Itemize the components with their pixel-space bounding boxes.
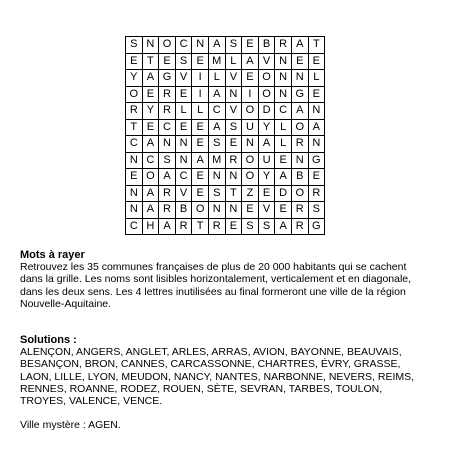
grid-cell[interactable]: E xyxy=(192,186,209,203)
grid-cell[interactable]: L xyxy=(192,103,209,120)
grid-cell[interactable]: A xyxy=(143,202,160,219)
instructions-title: Mots à rayer xyxy=(20,249,85,261)
grid-cell[interactable]: G xyxy=(309,219,326,236)
grid-cell[interactable]: E xyxy=(275,202,292,219)
grid-cell[interactable]: S xyxy=(159,153,176,170)
grid-cell[interactable]: L xyxy=(209,70,226,87)
grid-cell[interactable]: Z xyxy=(242,186,259,203)
grid-cell[interactable]: A xyxy=(143,186,160,203)
grid-cell[interactable]: A xyxy=(209,120,226,137)
grid-cell[interactable]: G xyxy=(159,70,176,87)
grid-cell[interactable]: O xyxy=(192,202,209,219)
grid-cell[interactable]: E xyxy=(192,136,209,153)
grid-cell[interactable]: A xyxy=(292,37,309,54)
grid-cell[interactable]: L xyxy=(226,54,243,71)
grid-cell[interactable]: R xyxy=(292,136,309,153)
grid-cell[interactable]: C xyxy=(209,103,226,120)
grid-cell[interactable]: E xyxy=(242,37,259,54)
grid-cell[interactable]: D xyxy=(259,103,276,120)
grid-cell[interactable]: S xyxy=(176,54,193,71)
grid-cell[interactable]: N xyxy=(226,169,243,186)
grid-cell[interactable]: Y xyxy=(126,70,143,87)
grid-cell[interactable]: G xyxy=(309,153,326,170)
grid-cell[interactable]: V xyxy=(226,103,243,120)
grid-cell[interactable]: E xyxy=(192,54,209,71)
grid-cell[interactable]: C xyxy=(159,120,176,137)
grid-cell[interactable]: R xyxy=(159,202,176,219)
grid-cell[interactable]: R xyxy=(292,202,309,219)
word-search-grid xyxy=(125,36,325,235)
grid-cell[interactable]: O xyxy=(159,37,176,54)
grid-cell[interactable]: O xyxy=(259,87,276,104)
grid-cell[interactable]: N xyxy=(126,153,143,170)
grid-cell[interactable]: A xyxy=(209,37,226,54)
grid-cell[interactable]: A xyxy=(159,219,176,236)
grid-cell[interactable]: N xyxy=(275,70,292,87)
grid-cell[interactable]: E xyxy=(309,169,326,186)
grid-cell[interactable]: N xyxy=(192,37,209,54)
grid-cell[interactable]: N xyxy=(126,202,143,219)
grid-cell[interactable]: H xyxy=(143,219,160,236)
grid-cell[interactable]: N xyxy=(309,136,326,153)
grid-cell[interactable]: T xyxy=(309,37,326,54)
grid-cell[interactable]: T xyxy=(226,186,243,203)
grid-cell[interactable]: G xyxy=(292,87,309,104)
grid-cell[interactable]: N xyxy=(176,136,193,153)
grid-cell[interactable]: C xyxy=(126,219,143,236)
grid-cell[interactable]: R xyxy=(126,103,143,120)
text-block xyxy=(20,249,440,431)
grid-cell[interactable]: S xyxy=(309,202,326,219)
grid-cell[interactable]: S xyxy=(126,37,143,54)
grid-cell[interactable]: V xyxy=(226,70,243,87)
grid-cell[interactable]: M xyxy=(209,54,226,71)
grid-cell[interactable]: U xyxy=(259,153,276,170)
grid-cell[interactable]: A xyxy=(143,136,160,153)
grid-cell[interactable]: A xyxy=(143,70,160,87)
grid-cell[interactable]: T xyxy=(126,120,143,137)
grid-cell[interactable]: L xyxy=(275,120,292,137)
grid-cell[interactable]: A xyxy=(259,136,276,153)
grid-cell[interactable]: O xyxy=(143,169,160,186)
grid-cell[interactable]: E xyxy=(176,87,193,104)
grid-cell[interactable]: N xyxy=(209,169,226,186)
grid-cell[interactable]: O xyxy=(292,120,309,137)
grid-cell[interactable]: B xyxy=(259,37,276,54)
grid-cell[interactable]: R xyxy=(292,219,309,236)
grid-cell[interactable]: N xyxy=(176,153,193,170)
grid-cell[interactable]: E xyxy=(143,87,160,104)
grid-cell[interactable]: E xyxy=(242,70,259,87)
instructions-text: Retrouvez les 35 communes françaises de plus de 20 000 habitants qui se cachent dans la grille. Les noms sont lisibles horizontalement, verticalement et en diagonale, dans les deux sens. Les 4 lettres inutilisées au final formeront une ville de la région Nouvelle-Aquitaine. xyxy=(20,261,412,310)
grid-cell[interactable]: E xyxy=(192,169,209,186)
grid-cell[interactable]: O xyxy=(292,186,309,203)
grid-cell[interactable]: S xyxy=(209,186,226,203)
grid-cell[interactable]: N xyxy=(275,54,292,71)
grid-cell[interactable]: N xyxy=(159,136,176,153)
grid-cell[interactable]: E xyxy=(226,219,243,236)
grid-cell[interactable]: S xyxy=(226,37,243,54)
grid-cell[interactable]: I xyxy=(242,87,259,104)
grid-cell[interactable]: R xyxy=(159,186,176,203)
grid-cell[interactable]: E xyxy=(143,120,160,137)
grid-cell[interactable]: N xyxy=(126,186,143,203)
grid-cell[interactable]: L xyxy=(275,136,292,153)
grid-cell[interactable]: N xyxy=(226,87,243,104)
grid-cell[interactable]: N xyxy=(242,136,259,153)
grid-cell[interactable]: R xyxy=(309,186,326,203)
grid-cell[interactable]: V xyxy=(176,70,193,87)
grid-cell[interactable]: A xyxy=(275,169,292,186)
grid-cell[interactable]: V xyxy=(259,202,276,219)
solutions-list: ALENÇON, ANGERS, ANGLET, ARLES, ARRAS, AVION, BAYONNE, BEAUVAIS, BESANÇON, BRON, CANNES, CARCASSONNE, CHARTRES, ÉVRY, GRASSE, LAON, LILLE, LYON, MEUDON, NANCY, NANTES, NARBONNE, NEVERS, REIMS, RENNES, ROANNE, RODEZ, ROUEN, SÈTE, SEVRAN, TARBES, TOULON, TROYES, VALENCE, VENCE. xyxy=(20,346,415,408)
grid-cell[interactable]: R xyxy=(176,219,193,236)
grid-cell[interactable]: E xyxy=(126,169,143,186)
grid-cell[interactable]: R xyxy=(159,103,176,120)
grid-cell[interactable]: E xyxy=(242,202,259,219)
grid-cell[interactable]: S xyxy=(226,120,243,137)
grid-cell[interactable]: D xyxy=(275,186,292,203)
grid-cell[interactable]: S xyxy=(209,136,226,153)
grid-cell[interactable]: E xyxy=(159,54,176,71)
grid-cell[interactable]: C xyxy=(176,169,193,186)
grid-cell[interactable]: L xyxy=(176,103,193,120)
grid-cell[interactable]: C xyxy=(143,153,160,170)
grid-cell[interactable]: A xyxy=(292,103,309,120)
grid-cell[interactable]: N xyxy=(143,37,160,54)
grid-cell[interactable]: A xyxy=(209,87,226,104)
grid-cell[interactable]: A xyxy=(159,169,176,186)
grid-cell[interactable]: N xyxy=(209,202,226,219)
grid-cell[interactable]: E xyxy=(309,54,326,71)
grid-cell[interactable]: N xyxy=(292,70,309,87)
grid-cell[interactable]: E xyxy=(126,54,143,71)
mystery-city: Ville mystère : AGEN. xyxy=(20,419,121,432)
grid-cell[interactable]: T xyxy=(192,219,209,236)
grid-cell[interactable]: A xyxy=(242,54,259,71)
grid-cell[interactable]: N xyxy=(226,202,243,219)
grid-cell[interactable]: O xyxy=(242,153,259,170)
grid-cell[interactable]: Y xyxy=(143,103,160,120)
grid-cell[interactable]: U xyxy=(242,120,259,137)
grid-cell[interactable]: O xyxy=(126,87,143,104)
grid-cell[interactable]: Y xyxy=(259,120,276,137)
grid-cell[interactable]: O xyxy=(242,103,259,120)
grid-cell[interactable]: E xyxy=(292,54,309,71)
grid-cell[interactable]: E xyxy=(309,87,326,104)
grid-cell[interactable]: B xyxy=(176,202,193,219)
grid-cell[interactable]: A xyxy=(192,153,209,170)
grid-cell[interactable]: I xyxy=(192,87,209,104)
grid-cell[interactable]: N xyxy=(292,153,309,170)
grid-cell[interactable]: R xyxy=(275,37,292,54)
grid-cell[interactable]: A xyxy=(309,120,326,137)
grid-cell[interactable]: E xyxy=(176,120,193,137)
grid-cell[interactable]: Y xyxy=(259,169,276,186)
grid-cell[interactable]: S xyxy=(259,219,276,236)
grid-cell[interactable]: N xyxy=(275,87,292,104)
grid-cell[interactable]: R xyxy=(226,153,243,170)
grid-cell[interactable]: E xyxy=(226,136,243,153)
solutions-title: Solutions : xyxy=(20,334,77,347)
grid-cell[interactable]: M xyxy=(209,153,226,170)
grid-cell[interactable]: R xyxy=(159,87,176,104)
grid-cell[interactable]: O xyxy=(242,169,259,186)
grid-cell[interactable]: B xyxy=(292,169,309,186)
grid-cell[interactable]: S xyxy=(242,219,259,236)
grid-cell[interactable]: C xyxy=(275,103,292,120)
grid-cell[interactable]: A xyxy=(275,219,292,236)
grid-cell[interactable]: C xyxy=(126,136,143,153)
grid-cell[interactable]: O xyxy=(259,70,276,87)
grid-cell[interactable]: L xyxy=(309,70,326,87)
grid-cell[interactable]: I xyxy=(192,70,209,87)
grid-cell[interactable]: E xyxy=(259,186,276,203)
grid-cell[interactable]: N xyxy=(309,103,326,120)
grid-cell[interactable]: T xyxy=(143,54,160,71)
grid-cell[interactable]: V xyxy=(259,54,276,71)
grid-cell[interactable]: R xyxy=(209,219,226,236)
grid-cell[interactable]: V xyxy=(176,186,193,203)
grid-cell[interactable]: E xyxy=(192,120,209,137)
grid-cell[interactable]: E xyxy=(275,153,292,170)
grid-cell[interactable]: C xyxy=(176,37,193,54)
